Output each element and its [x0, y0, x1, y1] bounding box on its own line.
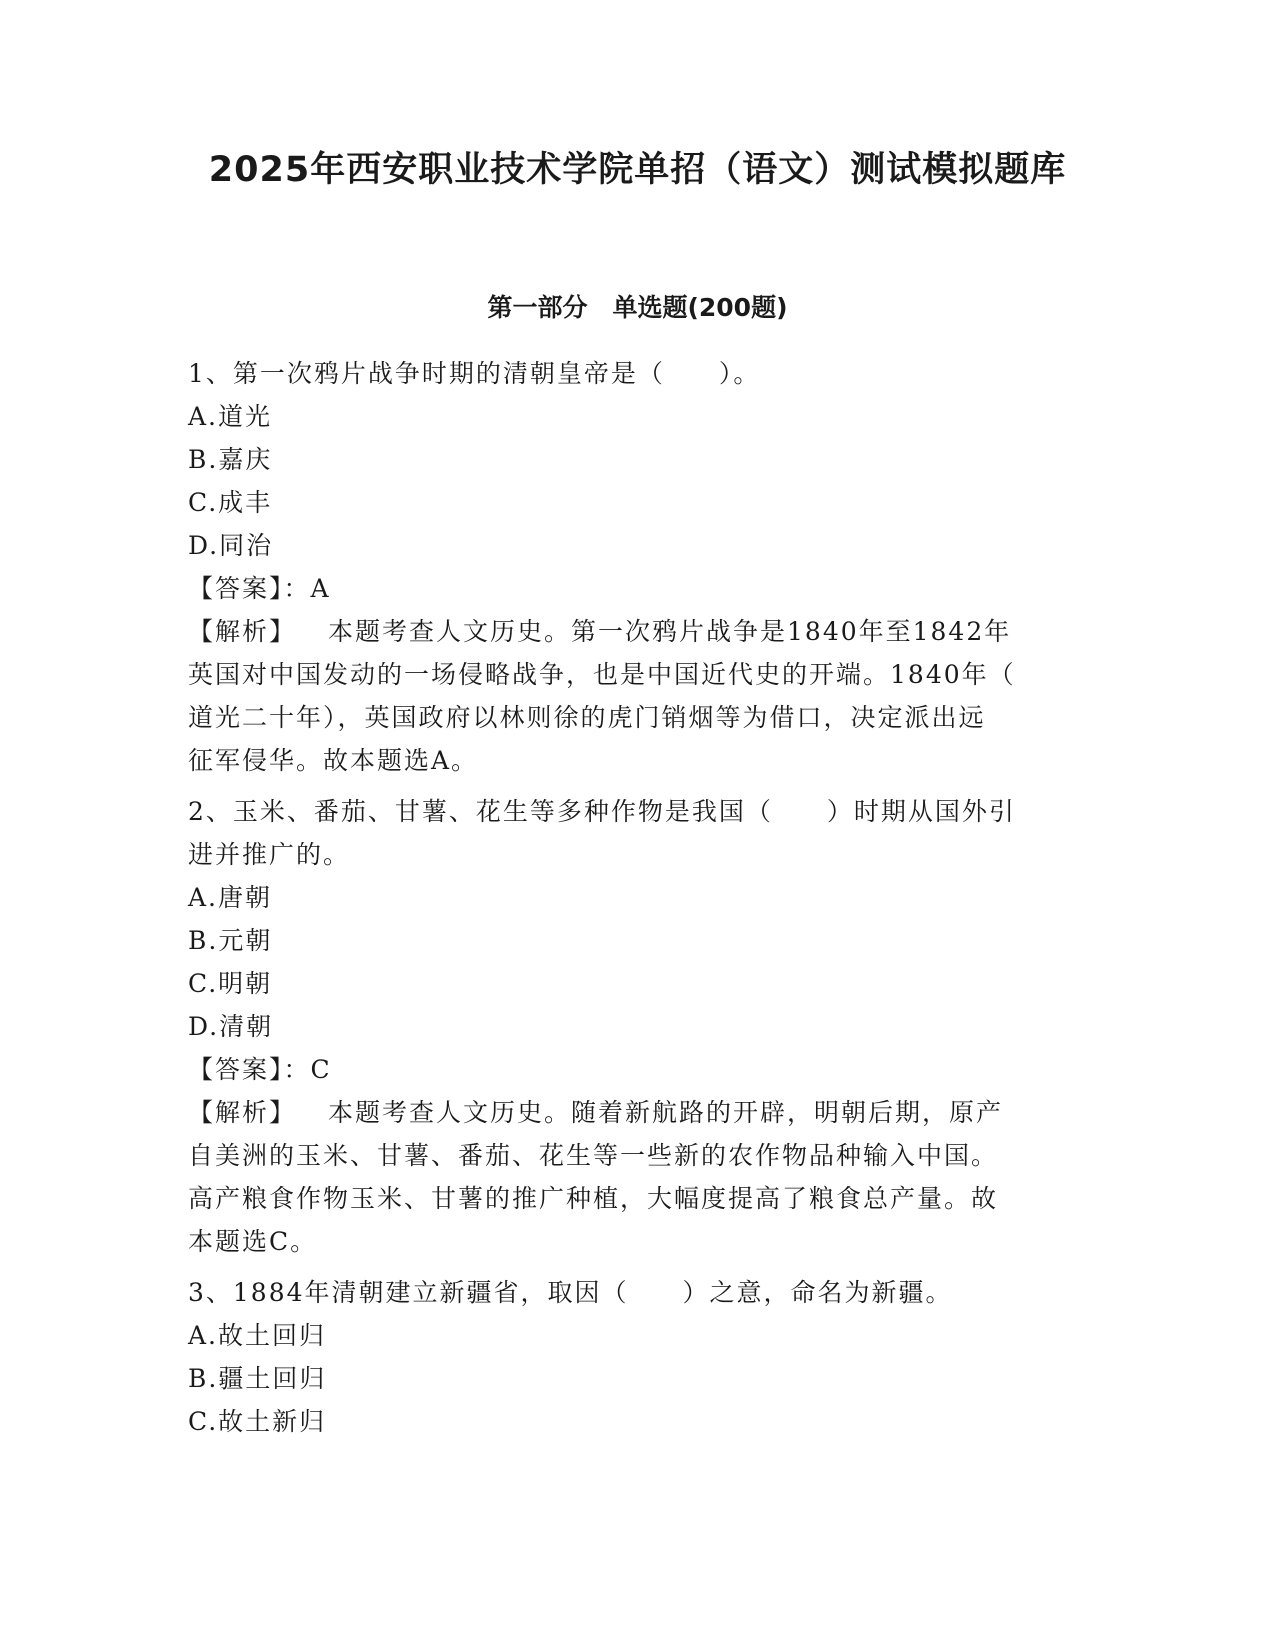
option-a: A.道光	[188, 402, 273, 431]
option-a: A.唐朝	[188, 883, 273, 912]
question-3	[188, 1271, 1078, 1443]
option-c: C.明朝	[188, 969, 273, 998]
option-c: C.故土新归	[188, 1407, 327, 1436]
question-stem: 3、1884年清朝建立新疆省，取因（ ）之意，命名为新疆。	[188, 1278, 953, 1307]
question-list	[188, 352, 1078, 1443]
option-b: B.元朝	[188, 926, 273, 955]
analysis-line: 高产粮食作物玉米、甘薯的推广种植，大幅度提高了粮食总产量。故	[188, 1184, 999, 1213]
spacer	[188, 782, 1078, 790]
answer: 【答案】：C	[188, 1055, 332, 1084]
analysis-line: 本题选C。	[188, 1227, 318, 1256]
page-title: 2025年西安职业技术学院单招（语文）测试模拟题库	[208, 150, 1067, 190]
question-2	[188, 790, 1078, 1263]
option-c: C.成丰	[188, 488, 273, 517]
section-heading: 第一部分 单选题(200题)	[487, 293, 788, 322]
answer: 【答案】：A	[188, 574, 331, 603]
option-d: D.同治	[188, 531, 274, 560]
analysis-line: 道光二十年），英国政府以林则徐的虎门销烟等为借口，决定派出远	[188, 703, 986, 732]
analysis-text: 本题考查人文历史。第一次鸦片战争是1840年至1842年	[328, 617, 1012, 646]
analysis-line	[188, 1091, 1078, 1134]
analysis-line: 自美洲的玉米、甘薯、番茄、花生等一些新的农作物品种输入中国。	[188, 1141, 999, 1170]
option-b: B.嘉庆	[188, 445, 273, 474]
analysis-line: 英国对中国发动的一场侵略战争，也是中国近代史的开端。1840年（	[188, 660, 1016, 689]
option-b: B.疆土回归	[188, 1364, 327, 1393]
analysis-label: 【解析】	[188, 617, 297, 646]
spacer	[188, 1263, 1078, 1271]
analysis-label: 【解析】	[188, 1098, 297, 1127]
question-stem: 进并推广的。	[188, 840, 351, 869]
question-stem: 1、第一次鸦片战争时期的清朝皇帝是（ ）。	[188, 359, 761, 388]
option-d: D.清朝	[188, 1012, 274, 1041]
option-a: A.故土回归	[188, 1321, 327, 1350]
analysis-line: 征军侵华。故本题选A。	[188, 746, 479, 775]
question-1	[188, 352, 1078, 782]
analysis-text: 本题考查人文历史。随着新航路的开辟，明朝后期，原产	[328, 1098, 1004, 1127]
analysis-line	[188, 610, 1078, 653]
question-stem: 2、玉米、番茄、甘薯、花生等多种作物是我国（ ）时期从国外引	[188, 797, 1016, 826]
